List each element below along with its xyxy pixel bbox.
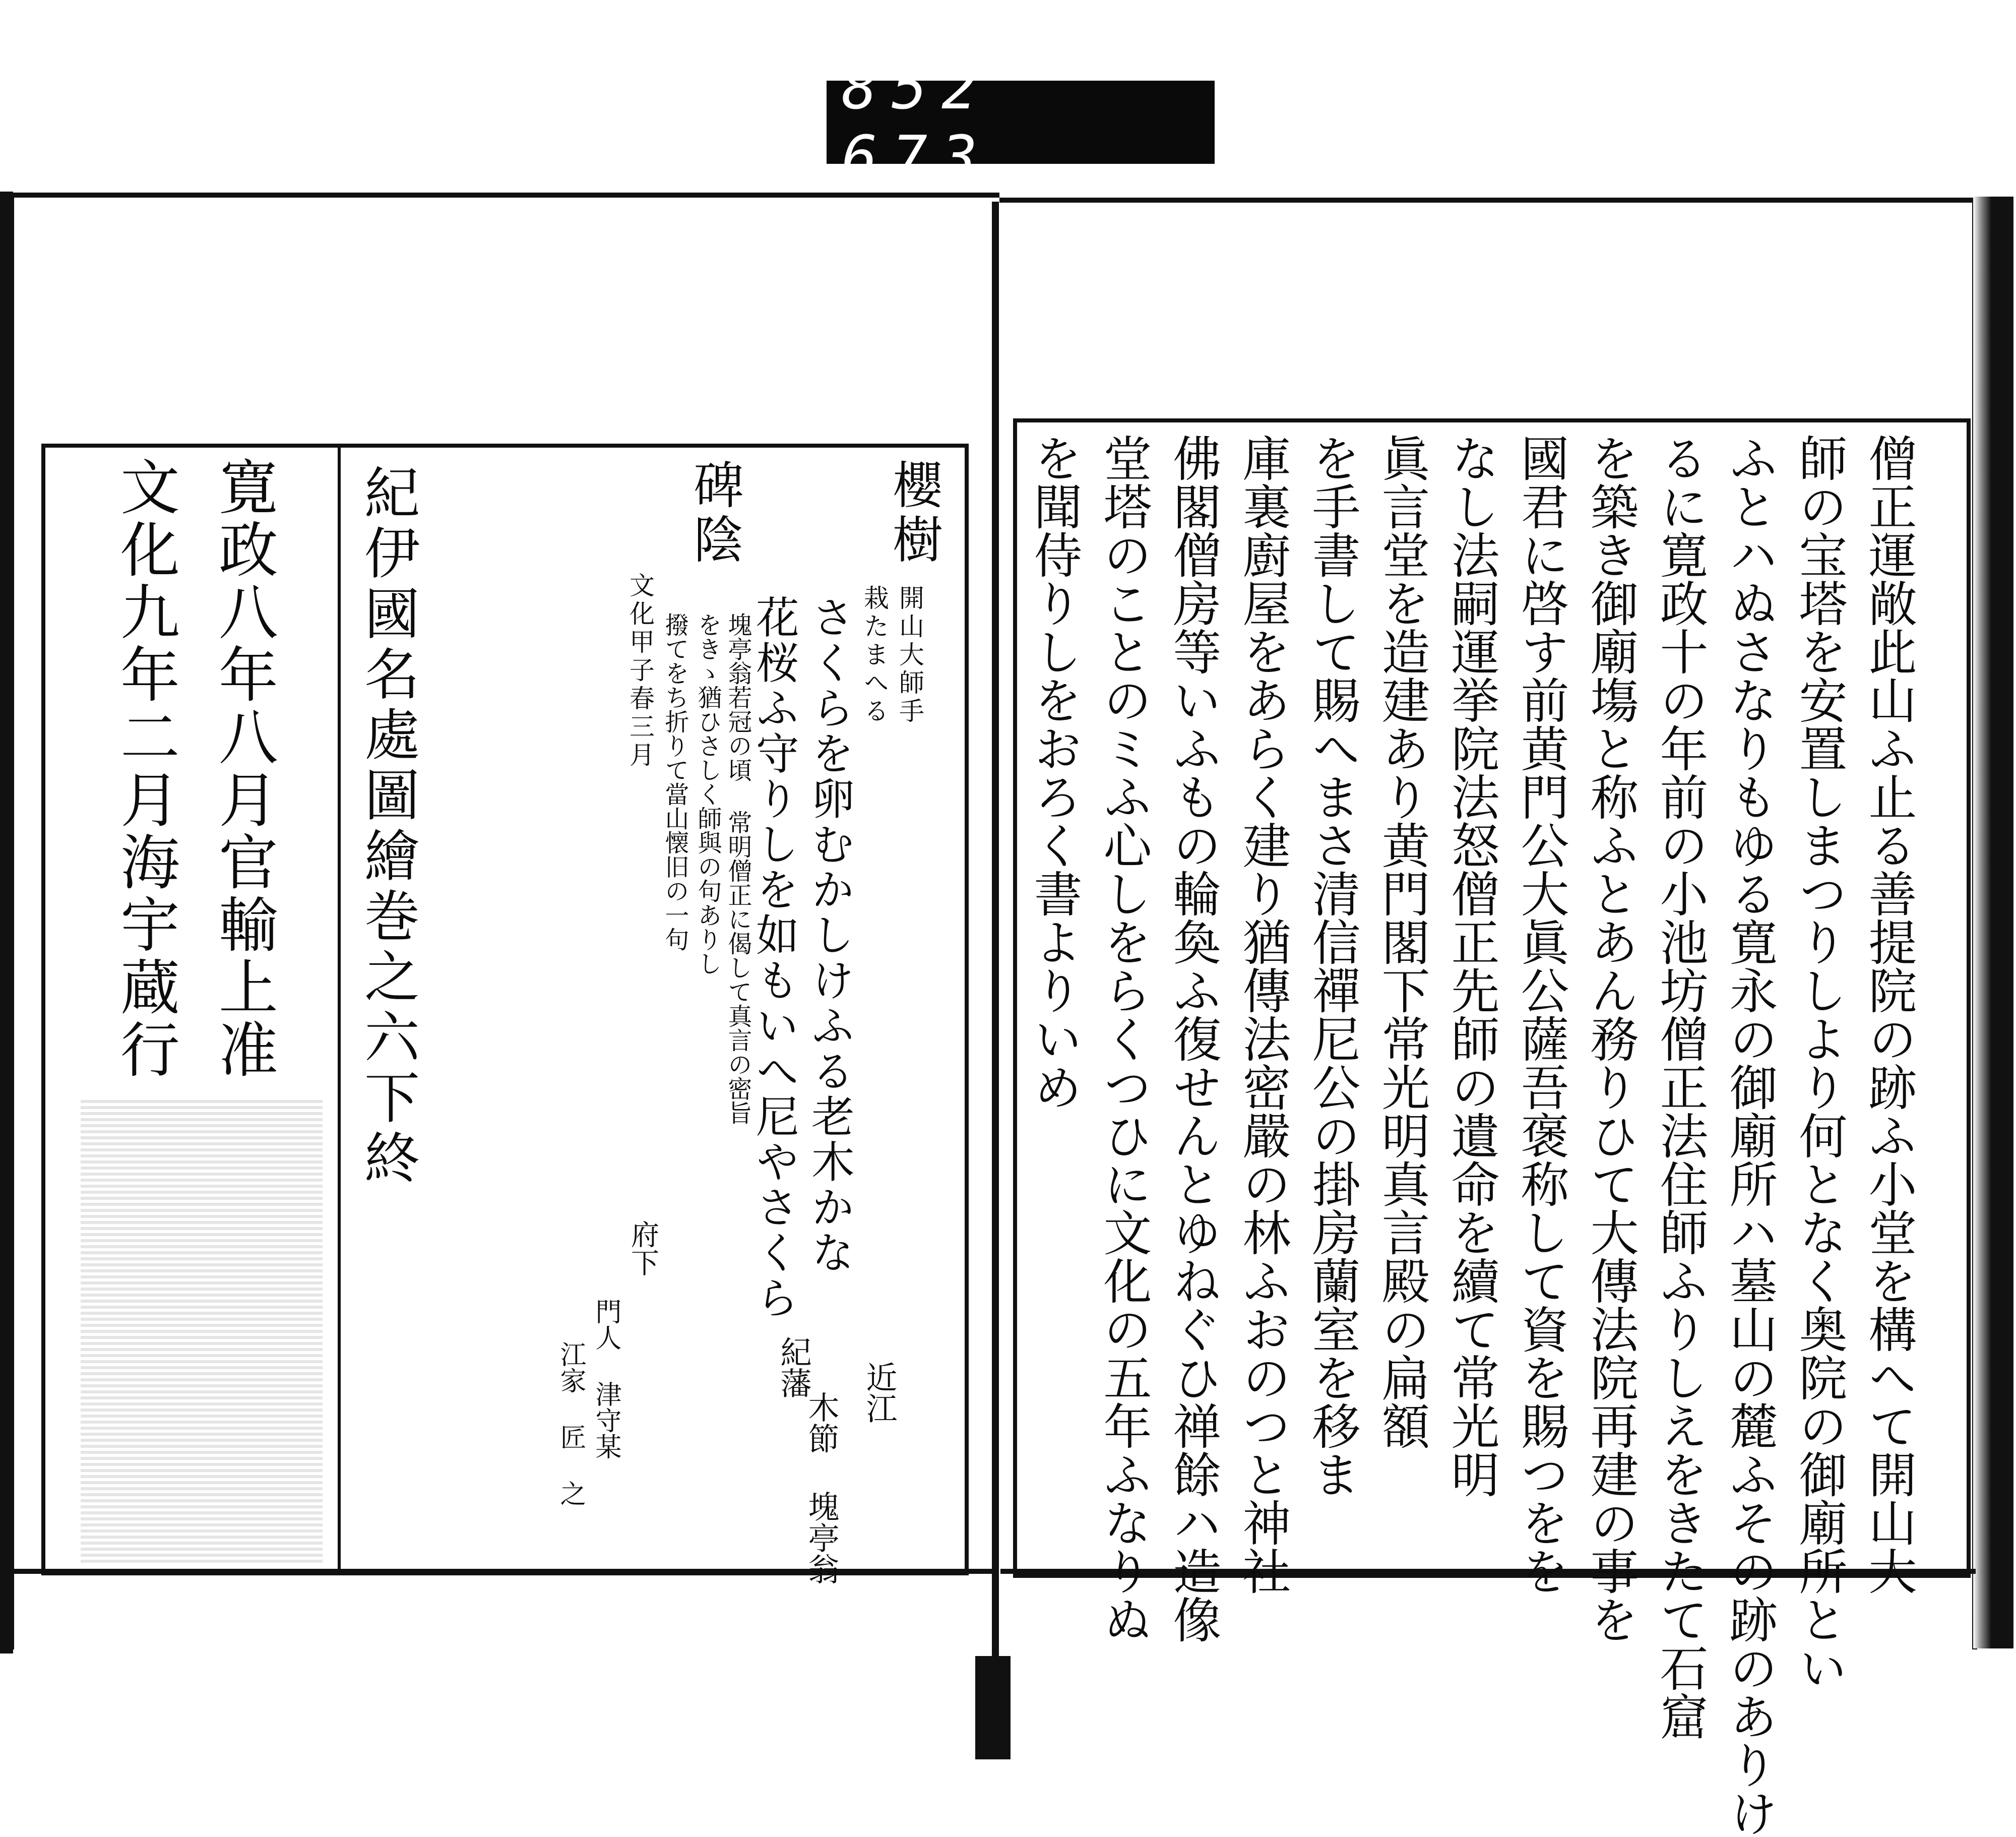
sakura-poem-line-1: さくらを卵むかしけふる老木かな xyxy=(803,595,854,1275)
publication-date-bunka: 文化九年二月海宇蔵行 xyxy=(110,456,180,1081)
volume-end-title: 紀伊國名處圖繪巻之六下終 xyxy=(355,464,420,1190)
hiin-author-place: 府下 xyxy=(626,1220,659,1276)
hiin-author-scribe: 江家 匠 之 xyxy=(555,1341,586,1506)
sakura-note-2: 栽たまへる xyxy=(860,585,889,726)
sakura-author-province: 近江 xyxy=(861,1361,898,1424)
sakura-author-domain: 紀藩 xyxy=(775,1336,812,1398)
sakura-note-1: 開山大師手 xyxy=(895,585,924,726)
right-binding-edge xyxy=(1973,197,2013,1648)
body-line-13: を聞侍りしをおろく書よりいめ xyxy=(1026,434,1083,1111)
catalog-number: 852 673. xyxy=(842,52,1042,192)
catalog-number-label xyxy=(827,52,1215,192)
hiin-author-name: 門人 津守某 xyxy=(591,1298,621,1459)
sakura-poem-line-2: 花桜ふ守りしを如もいへ尼やさくら xyxy=(748,595,799,1321)
body-line-7: なし法嗣運挙院法怒僧正先師の遺命を續て常光明 xyxy=(1443,434,1500,1498)
heading-sakura: 櫻樹 xyxy=(884,459,943,568)
colophon-divider xyxy=(338,444,341,1575)
hiin-date: 文化甲子春三月 xyxy=(625,572,655,770)
body-line-2: 師の宝塔を安置しまつりしより何となく奥院の御廟所とい xyxy=(1791,434,1848,1692)
body-line-10: 庫裏廚屋をあらく建り猶傳法密嚴の林ふおのつと神社 xyxy=(1235,434,1291,1595)
body-line-3: ふとハぬさなりもゆる寛永の御廟所ハ墓山の麓ふその跡のありけ xyxy=(1722,434,1778,1837)
hiin-line-2: をきゝ猶ひさしく師與の句ありし xyxy=(694,613,722,975)
body-line-1: 僧正運敞此山ふ止る善提院の跡ふ小堂を構へて開山大 xyxy=(1861,434,1917,1595)
body-line-8: 眞言堂を造建あり黄門閣下常光明真言殿の扁額 xyxy=(1374,434,1430,1450)
body-line-5: を築き御廟塲と称ふとあん務りひて大傳法院再建の事を xyxy=(1583,434,1639,1643)
library-seal-stamp xyxy=(81,1099,323,1563)
hiin-line-3: 撥てをち折りて當山懐旧の一句 xyxy=(661,613,689,951)
spine-block xyxy=(975,1656,1011,1759)
body-line-12: 堂塔のことのミふ心しをらくつひに文化の五年ふなりぬ xyxy=(1096,434,1152,1643)
center-gutter xyxy=(992,202,999,1759)
body-line-6: 國君に啓す前黄門公大眞公薩吾褒称して資を賜つをを xyxy=(1513,434,1569,1595)
left-bottom-rule xyxy=(12,1569,994,1574)
body-line-11: 佛閣僧房等いふもの輪奐ふ復せんとゆねぐひ禅餘ハ造像 xyxy=(1165,434,1222,1643)
body-line-4: るに寛政十の年前の小池坊僧正法住師ふりしえをきたて石窟 xyxy=(1652,434,1709,1740)
heading-hiin: 碑陰 xyxy=(685,459,744,568)
sakura-author-name: 木節 塊亭翁 xyxy=(803,1391,840,1584)
hiin-line-1: 塊亭翁若冠の頃 常明僧正に偈して真言の密旨 xyxy=(724,613,752,1125)
body-line-9: を手書して賜へまさ清信禪尼公の掛房蘭室を移ま xyxy=(1304,434,1361,1498)
publication-date-kansei: 寛政八年八月官輸上准 xyxy=(208,456,278,1081)
